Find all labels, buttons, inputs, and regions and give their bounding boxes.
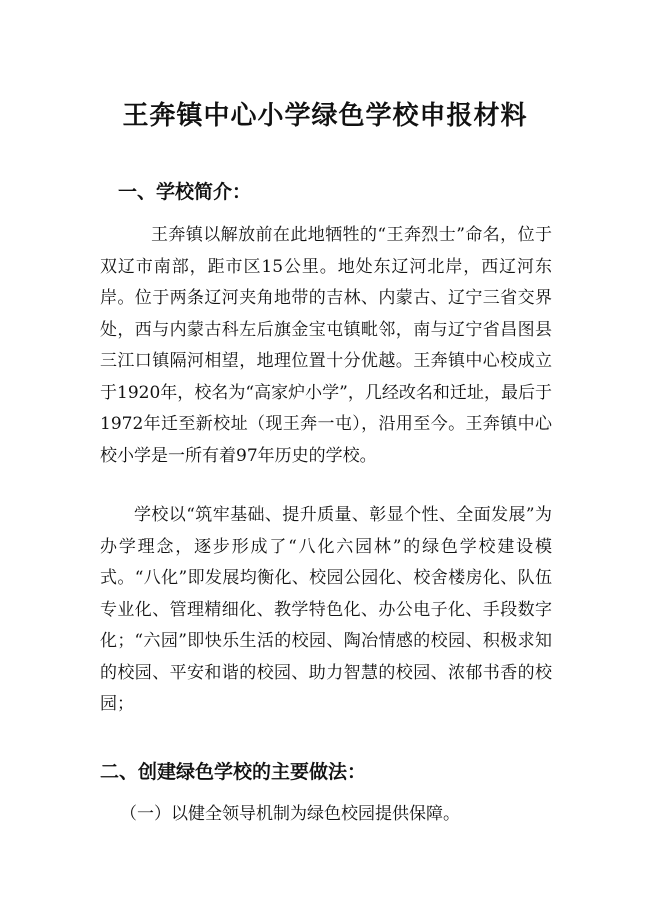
intro-paragraph-philosophy: 学校以“筑牢基础、提升质量、彰显个性、全面发展”为办学理念，逐步形成了“八化六园林”的绿色学校建设模式。“八化”即发展均衡化、校园公园化、校舍楼房化、队伍专业化、管理精细化、教学特色化、办公电子化、手段数字化；“六园”即快乐生活的校园、陶冶情感的校园、积极求知的校园、平安和谐的校园、助力智慧的校园、浓郁书香的校园； [100, 505, 552, 714]
document-title: 王奔镇中心小学绿色学校申报材料 [122, 101, 528, 131]
section-heading-school-intro: 一、学校简介： [118, 181, 252, 203]
section-heading-main-practices: 二、创建绿色学校的主要做法： [100, 761, 367, 783]
intro-paragraph-history: 王奔镇以解放前在此地牺牲的“王奔烈士”命名，位于双辽市南部，距市区15公里。地处东辽河北岸，西辽河东岸。位于两条辽河夹角地带的吉林、内蒙古、辽宁三省交界处，西与内蒙古科左后旗金宝屯镇毗邻，南与辽宁省昌图县三江口镇隔河相望，地理位置十分优越。王奔镇中心校成立于1920年，校名为“高家炉小学”，几经改名和迁址，最后于1972年迁至新校址（现王奔一屯），沿用至今。王奔镇中心校小学是一所有着97年历史的学校。 [100, 225, 552, 466]
subsection-heading-leadership: （一）以健全领导机制为绿色校园提供保障。 [120, 804, 460, 824]
